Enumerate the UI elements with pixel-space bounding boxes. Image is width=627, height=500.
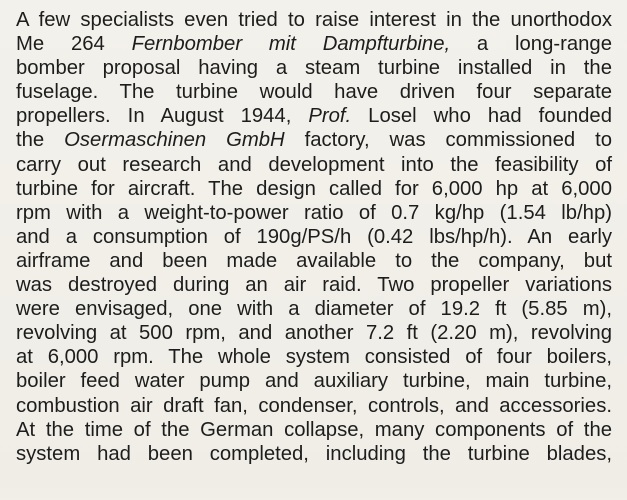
text-segment: carry out research and development into the feasibility of bbox=[16, 153, 612, 176]
text-segment: a long-range bbox=[450, 33, 612, 56]
body-paragraph bbox=[16, 8, 612, 466]
italic-text-segment: Prof. bbox=[308, 105, 352, 128]
text-line bbox=[16, 225, 612, 249]
text-line bbox=[16, 56, 612, 80]
text-segment: were envisaged, one with a diameter of 19.2 ft (5.85 m), bbox=[16, 298, 612, 321]
text-segment: turbine for aircraft. The design called for 6,000 hp at 6,000 bbox=[16, 177, 612, 200]
text-segment: propellers. In August 1944, bbox=[16, 105, 309, 128]
text-segment: At the time of the German collapse, many components of the bbox=[16, 418, 612, 441]
text-line bbox=[16, 201, 612, 225]
text-line bbox=[16, 8, 612, 32]
text-segment: and a consumption of 190g/PS/h (0.42 lbs/hp/h). An early bbox=[16, 225, 612, 248]
text-segment: at 6,000 rpm. The whole system consisted of four boilers, bbox=[16, 346, 612, 369]
text-line bbox=[16, 273, 612, 297]
text-line bbox=[16, 80, 612, 104]
text-line bbox=[16, 177, 612, 201]
italic-text-segment: Fernbomber mit Dampfturbine, bbox=[131, 33, 451, 56]
text-segment: airframe and been made available to the company, but bbox=[16, 249, 612, 272]
text-segment: fuselage. The turbine would have driven four separate bbox=[16, 81, 612, 104]
text-line bbox=[16, 128, 612, 152]
text-line bbox=[16, 321, 612, 345]
text-segment: Me 264 bbox=[16, 33, 132, 56]
italic-text-segment: Osermaschinen GmbH bbox=[64, 129, 285, 152]
text-segment: revolving at 500 rpm, and another 7.2 ft (2.20 m), revolving bbox=[16, 322, 612, 345]
text-segment: combustion air draft fan, condenser, controls, and accessories. bbox=[16, 394, 612, 417]
text-line bbox=[16, 249, 612, 273]
text-segment: boiler feed water pump and auxiliary turbine, main turbine, bbox=[16, 370, 612, 393]
text-line bbox=[16, 345, 612, 369]
page-bottom-edge bbox=[0, 486, 627, 500]
text-segment: A few specialists even tried to raise interest in the unorthodox bbox=[16, 9, 612, 31]
text-line bbox=[16, 153, 612, 177]
text-segment: bomber proposal having a steam turbine installed in the bbox=[16, 57, 612, 80]
text-line bbox=[16, 32, 612, 56]
text-segment: factory, was commissioned to bbox=[284, 129, 612, 152]
text-segment: Losel who had founded bbox=[351, 105, 612, 128]
text-segment: the bbox=[16, 129, 65, 152]
text-line bbox=[16, 418, 612, 442]
text-segment: system had been completed, including the turbine blades, bbox=[16, 442, 612, 465]
text-line bbox=[16, 369, 612, 393]
text-segment: was destroyed during an air raid. Two propeller variations bbox=[16, 274, 612, 297]
text-line bbox=[16, 104, 612, 128]
text-segment: rpm with a weight-to-power ratio of 0.7 kg/hp (1.54 lb/hp) bbox=[16, 201, 612, 224]
text-line bbox=[16, 394, 612, 418]
text-line bbox=[16, 297, 612, 321]
text-line bbox=[16, 442, 612, 466]
